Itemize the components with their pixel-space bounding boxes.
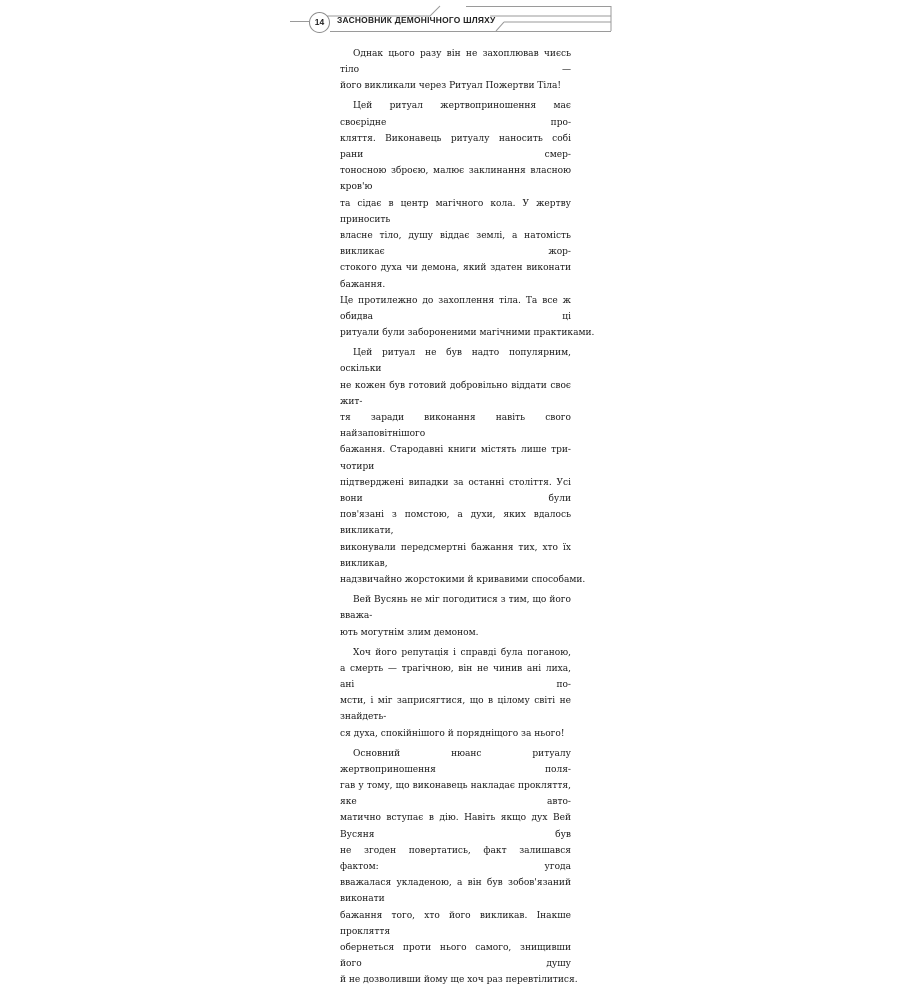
text-line: матично вступає в дію. Навіть якщо дух Вей Вусяня був xyxy=(340,813,571,840)
running-title: ЗАСНОВНИК ДЕМОНІЧНОГО ШЛЯХУ xyxy=(337,15,496,25)
text-line: ся духа, спокійнішого й порядніщого за нього! xyxy=(340,728,565,739)
text-line: обернеться проти нього самого, знищивши його душу xyxy=(340,942,571,970)
text-line: його викликали через Ритуал Пожертви Тіла! xyxy=(340,81,562,92)
text-line: Основний нюанс ритуалу жертвоприношення поля- xyxy=(340,748,571,775)
text-line: Це протилежно до захоплення тіла. Та все ж обидва ці xyxy=(340,295,571,323)
text-line: бажання того, хто його викликав. Інакше прокляття xyxy=(340,910,571,937)
paragraph xyxy=(340,592,571,641)
text-line: не згоден повертатись, факт залишався фактом: угода xyxy=(340,845,571,872)
text-line: власне тіло, душу віддає землі, а натомість викликає жор- xyxy=(340,231,571,258)
text-line: Цей ритуал не був надто популярним, оскільки xyxy=(340,348,571,375)
text-line: тя заради виконання навіть свого найзаповітнішого xyxy=(340,413,571,440)
text-line: Однак цього разу він не захоплював чиєсь тіло — xyxy=(340,49,571,76)
paragraph xyxy=(340,345,586,588)
page-number: 14 xyxy=(309,12,330,33)
text-line: вважалася укладеною, а він був зобов'язаний виконати xyxy=(340,878,571,905)
text-line: тоносною зброєю, малює заклинання власною кров'ю xyxy=(340,166,571,193)
text-line: не кожен був готовий добровільно віддати своє жит- xyxy=(340,380,571,407)
text-line: пов'язані з помстою, а духи, яких вдалось викликати, xyxy=(340,510,571,537)
text-line: бажання. Стародавні книги містять лише три-чотири xyxy=(340,445,571,472)
paragraph xyxy=(340,46,571,95)
text-line: стокого духа чи демона, який здатен виконати бажання. xyxy=(340,263,571,290)
text-line: виконували передсмертні бажання тих, хто їх викликав, xyxy=(340,542,571,569)
text-line: а смерть — трагічною, він не чинив ані лиха, ані по- xyxy=(340,663,571,690)
text-line: ритуали були забороненими магічними практиками. xyxy=(340,328,595,339)
text-line: підтверджені випадки за останні століття. Усі вони були xyxy=(340,477,571,505)
text-line: Хоч його репутація і справді була поганою, xyxy=(353,647,571,658)
text-line: гав у тому, що виконавець накладає прокляття, яке авто- xyxy=(340,780,571,808)
text-line: Цей ритуал жертвоприношення має своєрідне про- xyxy=(340,101,571,128)
text-line: й не дозволивши йому ще хоч раз перевтілитися. xyxy=(340,975,578,986)
text-line: ють могутнім злим демоном. xyxy=(340,627,479,638)
paragraph xyxy=(340,645,571,742)
text-line: та сідає в центр магічного кола. У жертву приносить xyxy=(340,198,571,225)
text-line: мсти, і міг заприсягтися, що в цілому світі не знайдеть- xyxy=(340,696,571,723)
body-text xyxy=(340,46,595,992)
paragraph xyxy=(340,746,578,989)
text-line: кляття. Виконавець ритуалу наносить собі рани смер- xyxy=(340,133,571,161)
text-line: Вей Вусянь не міг погодитися з тим, що його вважа- xyxy=(340,595,571,622)
text-line: надзвичайно жорстокими й кривавими способами. xyxy=(340,575,586,586)
paragraph xyxy=(340,98,595,341)
